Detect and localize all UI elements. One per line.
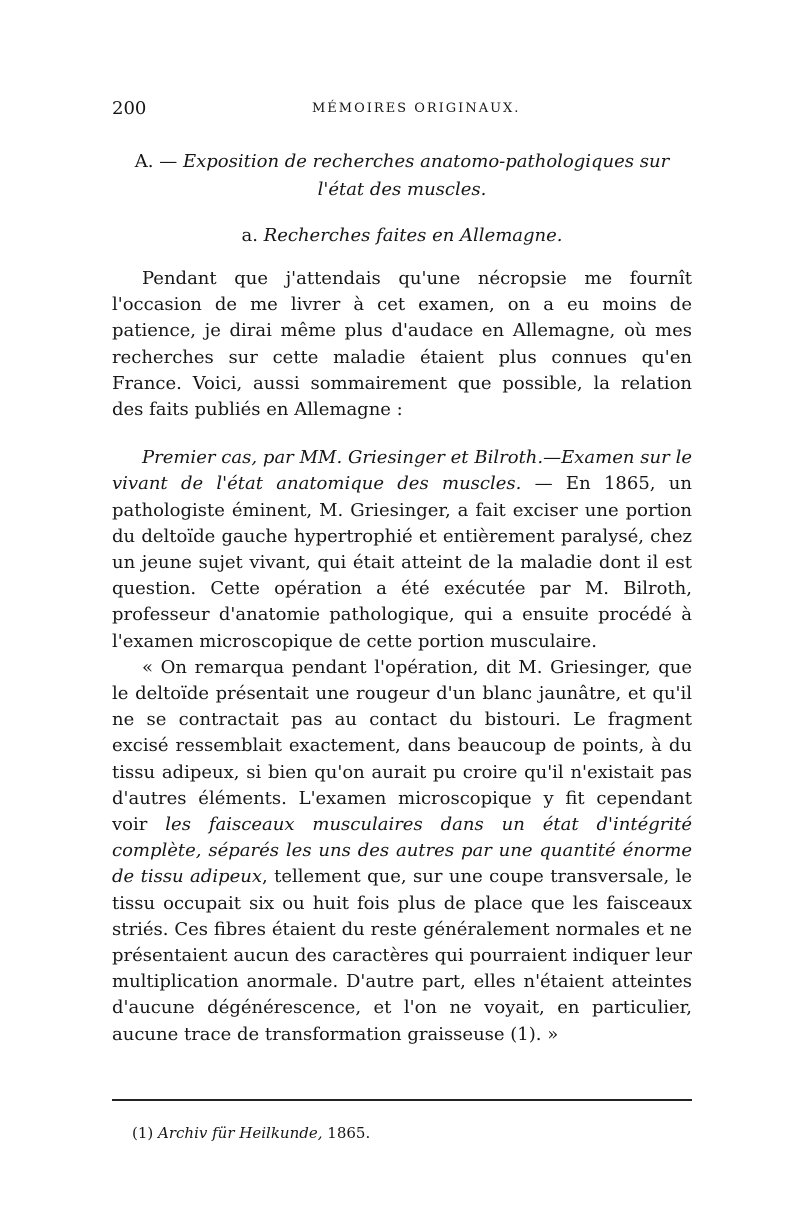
body-text — [112, 266, 692, 1048]
page-number: 200 — [112, 98, 147, 119]
footnote — [132, 1124, 370, 1142]
quote-text-a: « On remarqua pendant l'opération, dit M. Griesinger, que le deltoïde présentait une rougeur d'un blanc jaunâtre, et qu'il ne se contractait pas au contact du bistouri. Le fragment excisé ressemblait exactement, dans beaucoup de points, à du tissu adipeux, si bien qu'on aurait pu croire qu'il n'existait pas d'autres éléments. L'examen microscopique y fit cependant voir — [112, 656, 692, 836]
case-text: — En 1865, un pathologiste éminent, M. Griesinger, a fait exciser une portion du deltoïde gauche hypertrophié et entièrement paralysé, chez un jeune sujet vivant, qui était atteint de la maladie dont il est question. Cette opération a été exécutée par M. Bilroth, professeur d'anatomie pathologique, qui a ensuite procédé à l'examen microscopique de cette portion musculaire. — [112, 473, 692, 652]
paragraph-case — [112, 445, 692, 655]
section-subtitle-text: Recherches faites en Allemagne. — [263, 225, 563, 246]
footnote-source: Archiv für Heilkunde, — [158, 1124, 323, 1142]
paragraph-quote — [112, 655, 692, 1048]
footnote-marker: (1) — [132, 1124, 154, 1142]
section-subtitle-prefix: a. — [241, 225, 258, 246]
paragraph-intro: Pendant que j'attendais qu'une nécropsie me fournît l'occasion de me livrer à cet examen, on a eu moins de patience, je dirai même plus d'audace en Allemagne, où mes recherches sur cette maladie étaient plus connues qu'en France. Voici, aussi sommairement que possible, la relation des faits publiés en Allemagne : — [112, 268, 692, 421]
quote-text-b: , tellement que, sur une coupe transversale, le tissu occupait six ou huit fois plus de place que les faisceaux striés. Ces fibres étaient du reste généralement normales et ne présentaient aucun des caractères qui pourraient indiquer leur multiplication anormale. D'autre part, elles n'étaient atteintes d'aucune dégénérescence, et l'on ne voyait, en particulier, aucune trace de transformation graisseuse (1). » — [112, 866, 693, 1045]
section-title-text: Exposition de recherches anatomo-pathologiques sur l'état des muscles. — [182, 151, 670, 200]
footnote-year: 1865. — [327, 1124, 371, 1142]
case-heading: Premier cas, par MM. Griesinger et Bilroth.—Examen sur le vivant de l'état anatomique des muscles. — [112, 447, 692, 495]
section-title-prefix: A. — — [134, 151, 178, 172]
running-head — [112, 98, 692, 122]
footnote-divider — [112, 1099, 692, 1101]
section-title — [112, 148, 692, 204]
quote-italic: les faisceaux musculaires dans un état d'intégrité complète, séparés les uns des autres par une quantité énorme de tissu adipeux — [112, 814, 692, 888]
running-title: MÉMOIRES ORIGINAUX. — [312, 101, 521, 116]
section-subtitle — [112, 222, 692, 250]
